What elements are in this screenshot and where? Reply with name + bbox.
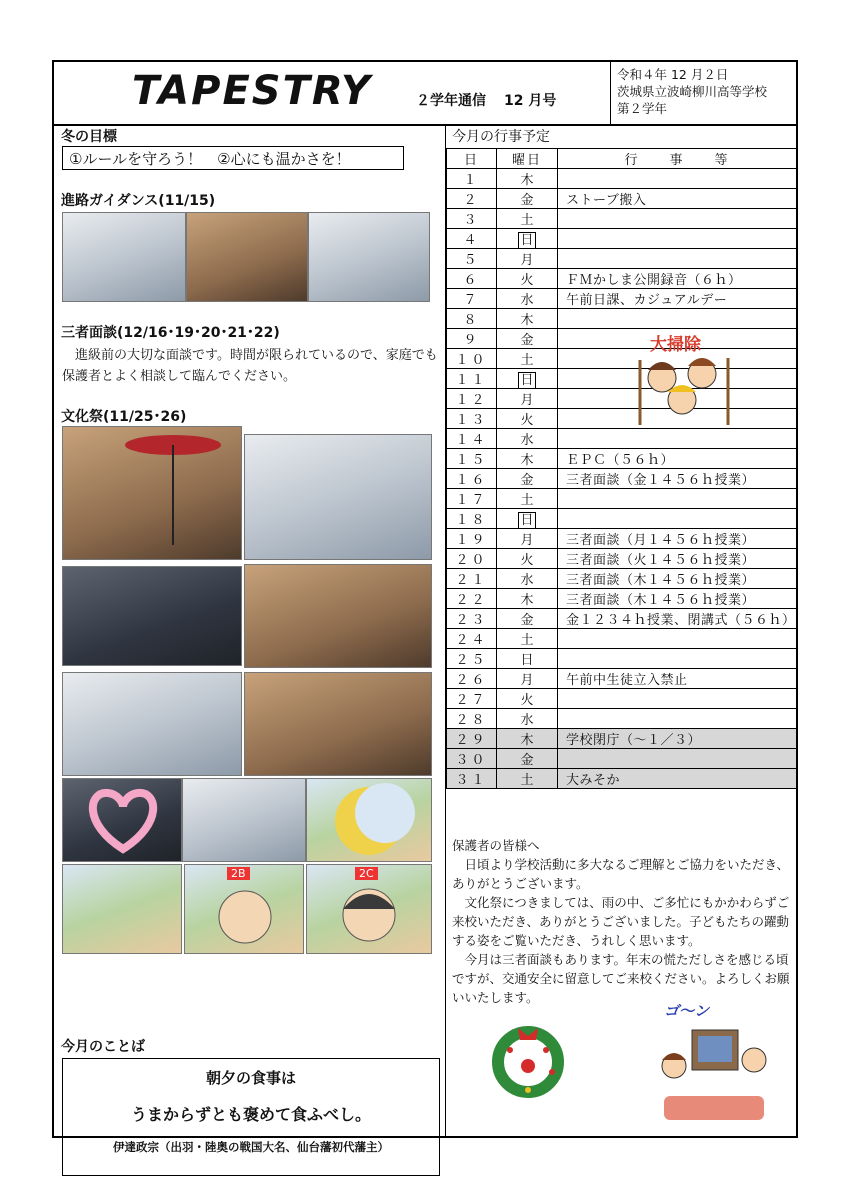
calendar-event (558, 209, 797, 229)
right-column (445, 124, 797, 1136)
calendar-weekday: 日 (497, 649, 558, 669)
calendar-row (447, 329, 797, 349)
calendar-day: ２６ (447, 669, 497, 689)
goal-box: ①ルールを守ろう！ ②心にも温かさを！ (62, 146, 404, 170)
notice-paragraph-1: 日頃より学校活動に多大なるご理解とご協力をいただき、ありがとうございます。 (452, 857, 790, 891)
calendar-weekday (497, 229, 558, 249)
calendar-weekday: 月 (497, 249, 558, 269)
school-name: 茨城県立波崎柳川高等学校 (617, 84, 768, 99)
calendar-day: ４ (447, 229, 497, 249)
calendar-event (558, 489, 797, 509)
calendar-weekday: 土 (497, 769, 558, 789)
calendar-day: ２８ (447, 709, 497, 729)
issue-name: ２学年通信 (416, 93, 486, 109)
calendar-weekday (497, 509, 558, 529)
calendar-day: １５ (447, 449, 497, 469)
calendar-weekday: 木 (497, 169, 558, 189)
moon-icon (307, 779, 433, 863)
calendar-event (558, 309, 797, 329)
calendar-day: ２７ (447, 689, 497, 709)
calendar-day: １８ (447, 509, 497, 529)
guidance-photo-1 (62, 212, 186, 302)
calendar-weekday: 月 (497, 389, 558, 409)
notice-paragraph-2: 文化祭につきましては、雨の中、ご多忙にもかかわらずご来校いただき、ありがとうございました。子どもたちの躍動する姿をご覧いただき、うれしく思います。 (452, 895, 790, 948)
calendar-row (447, 409, 797, 429)
calendar-event (558, 629, 797, 649)
calendar-row (447, 369, 797, 389)
festival-photo-heart (62, 778, 182, 862)
calendar-day: ３０ (447, 749, 497, 769)
calendar-row (447, 489, 797, 509)
calendar-event (558, 689, 797, 709)
heart-icon (63, 779, 183, 863)
calendar-weekday: 木 (497, 729, 558, 749)
calendar-weekday: 金 (497, 329, 558, 349)
word-box (62, 1058, 440, 1176)
calendar-day: １ (447, 169, 497, 189)
calendar-row (447, 269, 797, 289)
calendar-weekday: 火 (497, 269, 558, 289)
issue-month: 12 月号 (504, 93, 557, 109)
calendar-day: ２５ (447, 649, 497, 669)
umbrella-icon (63, 427, 243, 561)
issue-date: 令和４年 12 月２日 (617, 67, 729, 82)
new-year-tv-illustration (654, 1000, 774, 1130)
calendar-weekday: 月 (497, 669, 558, 689)
calendar-day: １２ (447, 389, 497, 409)
calendar-weekday: 火 (497, 549, 558, 569)
calendar-event (558, 649, 797, 669)
calendar-event: 三者面談（金１４５６ｈ授業） (558, 469, 797, 489)
oosouji-illustration (632, 330, 736, 434)
issue-title (416, 90, 556, 110)
calendar-weekday: 水 (497, 569, 558, 589)
christmas-wreath-icon (488, 1020, 568, 1100)
calendar-event (558, 229, 797, 249)
newsletter-logo: TAPESTRY (132, 68, 372, 114)
festival-photo-class-c (244, 672, 432, 776)
calendar-day: ２３ (447, 609, 497, 629)
calendar-weekday: 金 (497, 469, 558, 489)
calendar-event: ＥＰＣ（５６ｈ） (558, 449, 797, 469)
calendar-weekday: 土 (497, 489, 558, 509)
calendar-event: 大みそか (558, 769, 797, 789)
calendar-weekday: 火 (497, 409, 558, 429)
go-label: ゴ～ン (664, 1002, 710, 1020)
calendar-row (447, 209, 797, 229)
festival-photo-stage (62, 426, 242, 560)
calendar-row (447, 649, 797, 669)
calendar-row (447, 169, 797, 189)
calendar-day: ２ (447, 189, 497, 209)
calendar-day: １０ (447, 349, 497, 369)
calendar-event: 三者面談（木１４５６ｈ授業） (558, 569, 797, 589)
festival-photo-class-b (62, 672, 242, 776)
calendar-day: ６ (447, 269, 497, 289)
calendar-day: ８ (447, 309, 497, 329)
calendar-title: 今月の行事予定 (452, 129, 550, 145)
goal-title: 冬の目標 (61, 129, 117, 145)
festival-art-2b (184, 864, 304, 954)
calendar-event (558, 169, 797, 189)
calendar-event: 三者面談（木１４５６ｈ授業） (558, 589, 797, 609)
guidance-photo-3 (308, 212, 430, 302)
calendar-row (447, 669, 797, 689)
word-author: 伊達政宗（出羽・陸奥の戦国大名、仙台藩初代藩主） (113, 1140, 389, 1154)
calendar-event (558, 749, 797, 769)
weekday-boxed: 日 (520, 513, 534, 528)
calendar-event (558, 249, 797, 269)
calendar-row (447, 429, 797, 449)
calendar-day: ３ (447, 209, 497, 229)
calendar-day: ２１ (447, 569, 497, 589)
calendar-event: 金１２３４ｈ授業、閉講式（５６ｈ） (558, 609, 797, 629)
calendar-weekday: 金 (497, 609, 558, 629)
calendar-weekday: 水 (497, 709, 558, 729)
header-weekday: 曜日 (497, 149, 558, 169)
header-event: 行 事 等 (558, 149, 797, 169)
festival-art-2c (306, 864, 432, 954)
header (54, 62, 796, 126)
festival-title: 文化祭(11/25･26) (61, 409, 187, 425)
calendar-row (447, 709, 797, 729)
oosouji-label: 大掃除 (650, 335, 701, 355)
calendar-event: ＦＭかしま公開録音（６ｈ） (558, 269, 797, 289)
event-calendar (446, 148, 797, 789)
calendar-row (447, 769, 797, 789)
meeting-title: 三者面談(12/16･19･20･21･22) (61, 325, 280, 341)
word-line-1: 朝夕の食事は (205, 1069, 296, 1087)
calendar-weekday: 金 (497, 749, 558, 769)
meeting-text: 進級前の大切な面談です。時間が限られているので、家庭でも保護者とよく相談して臨んでください。 (62, 348, 438, 384)
festival-photo-room (182, 778, 306, 862)
calendar-weekday: 火 (497, 689, 558, 709)
calendar-event: 学校閉庁（～１／３） (558, 729, 797, 749)
festival-photo-flowers (244, 434, 432, 560)
calendar-day: ２２ (447, 589, 497, 609)
left-column (54, 124, 445, 1154)
calendar-row (447, 289, 797, 309)
calendar-weekday: 水 (497, 289, 558, 309)
header-info (610, 62, 796, 124)
weekday-boxed: 日 (520, 373, 534, 388)
calendar-day: ２４ (447, 629, 497, 649)
calendar-weekday: 土 (497, 629, 558, 649)
calendar-row (447, 309, 797, 329)
art-label-2b: 2B (227, 867, 250, 880)
calendar-event: 三者面談（月１４５６ｈ授業） (558, 529, 797, 549)
calendar-weekday: 水 (497, 429, 558, 449)
calendar-day: １４ (447, 429, 497, 449)
notice-title: 保護者の皆様へ (452, 838, 540, 853)
calendar-weekday (497, 369, 558, 389)
calendar-row (447, 529, 797, 549)
festival-photo-moon (306, 778, 432, 862)
calendar-weekday: 木 (497, 589, 558, 609)
calendar-day: １７ (447, 489, 497, 509)
calendar-row (447, 449, 797, 469)
calendar-day: １１ (447, 369, 497, 389)
festival-photo-music (62, 566, 242, 666)
calendar-row (447, 469, 797, 489)
notice-paragraph-3: 今月は三者面談もあります。年末の慌ただしさを感じる頃ですが、交通安全に留意してご来校ください。よろしくお願いいたします。 (452, 952, 790, 1005)
calendar-weekday: 金 (497, 189, 558, 209)
calendar-day: ２０ (447, 549, 497, 569)
newsletter-sheet (52, 60, 798, 1154)
calendar-weekday: 土 (497, 349, 558, 369)
guidance-title: 進路ガイダンス(11/15) (61, 193, 216, 209)
art-label-2c: 2C (355, 867, 378, 880)
wreath-illustration (488, 1020, 568, 1100)
calendar-day: １６ (447, 469, 497, 489)
grade-name: 第２学年 (617, 101, 668, 116)
calendar-event: 三者面談（火１４５６ｈ授業） (558, 549, 797, 569)
calendar-row (447, 549, 797, 569)
calendar-row (447, 249, 797, 269)
festival-photo-class-a (244, 564, 432, 668)
calendar-header-row (447, 149, 797, 169)
calendar-row (447, 629, 797, 649)
calendar-row (447, 189, 797, 209)
calendar-weekday: 土 (497, 209, 558, 229)
calendar-event (558, 509, 797, 529)
calendar-weekday: 木 (497, 449, 558, 469)
calendar-day: ７ (447, 289, 497, 309)
calendar-row (447, 229, 797, 249)
word-line-2: うまからずとも褒めて食ふべし。 (130, 1105, 371, 1124)
calendar-day: ２９ (447, 729, 497, 749)
weekday-boxed: 日 (520, 233, 534, 248)
calendar-event: 午前日課、カジュアルデー (558, 289, 797, 309)
calendar-weekday: 月 (497, 529, 558, 549)
calendar-row (447, 729, 797, 749)
festival-art-2a (62, 864, 182, 954)
calendar-day: ９ (447, 329, 497, 349)
calendar-row (447, 509, 797, 529)
calendar-day: ３１ (447, 769, 497, 789)
header-day: 日 (447, 149, 497, 169)
calendar-event: 午前中生徒立入禁止 (558, 669, 797, 689)
guidance-photo-2 (186, 212, 308, 302)
calendar-day: １３ (447, 409, 497, 429)
calendar-body (447, 169, 797, 789)
calendar-row (447, 689, 797, 709)
calendar-row (447, 589, 797, 609)
calendar-row (447, 609, 797, 629)
calendar-day: ５ (447, 249, 497, 269)
word-title: 今月のことば (61, 1039, 145, 1055)
calendar-weekday: 木 (497, 309, 558, 329)
calendar-row (447, 349, 797, 369)
calendar-event (558, 709, 797, 729)
calendar-row (447, 749, 797, 769)
calendar-row (447, 389, 797, 409)
parent-notice (452, 836, 792, 1007)
calendar-row (447, 569, 797, 589)
calendar-day: １９ (447, 529, 497, 549)
calendar-event: ストーブ搬入 (558, 189, 797, 209)
